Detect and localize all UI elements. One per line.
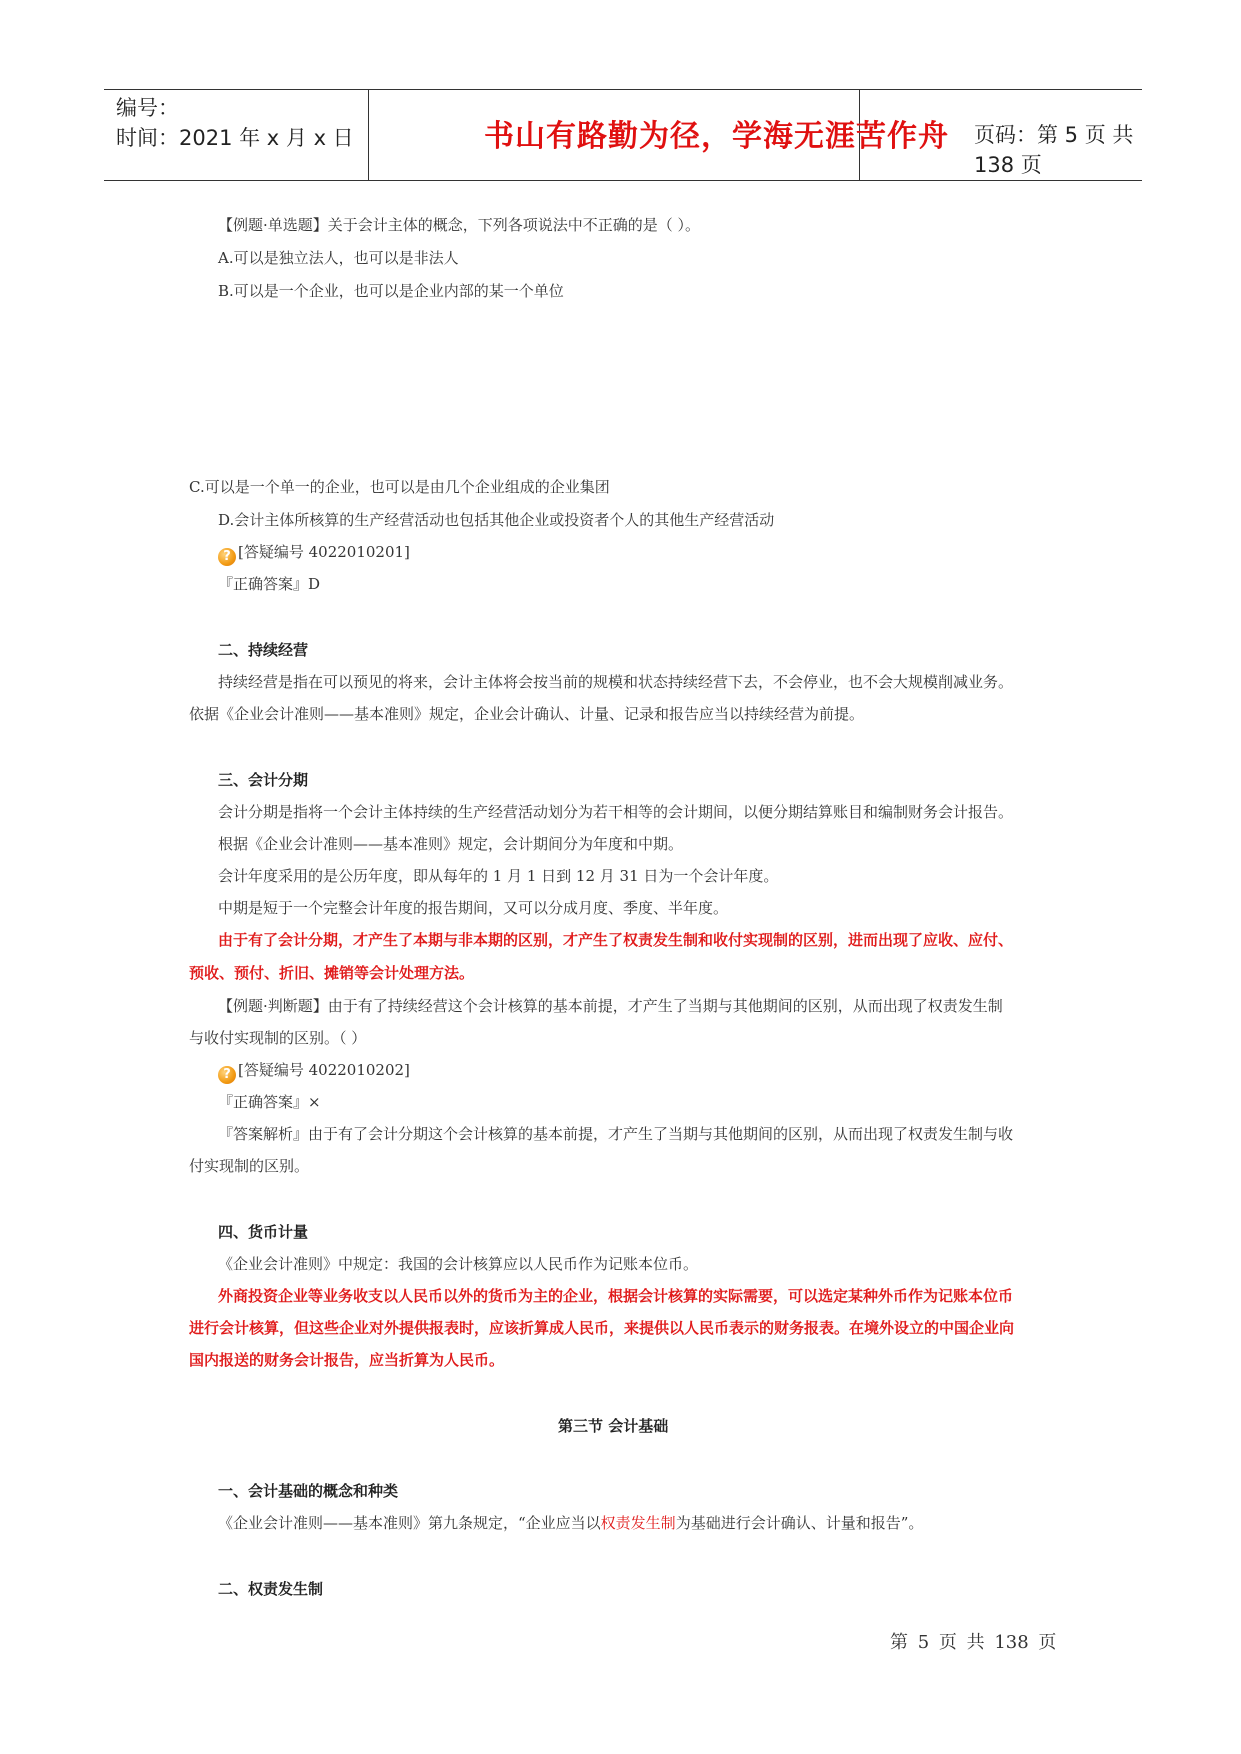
basis-1-para-1 xyxy=(218,1513,923,1533)
section-3-para-2: 根据《企业会计准则——基本准则》规定，会计期间分为年度和中期。 xyxy=(218,835,684,853)
section-2-para-1: 持续经营是指在可以预见的将来，会计主体将会按当前的规模和状态持续经营下去，不会停业，也不会大规模削减业务。 xyxy=(218,673,1014,691)
q1-option-a: A.可以是独立法人，也可以是非法人 xyxy=(218,249,459,267)
section-4-highlight-1: 外商投资企业等业务收支以人民币以外的货币为主的企业，根据会计核算的实际需要，可以选定某种外币作为记账本位币 xyxy=(218,1287,1014,1305)
serial-label: 编号： xyxy=(116,96,179,120)
header-page-code: 页码：第 5 页 共 138 页 xyxy=(974,123,1134,177)
section-3-highlight-1: 由于有了会计分期，才产生了本期与非本期的区别，才产生了权责发生制和收付实现制的区别，进而出现了应收、应付、 xyxy=(218,931,1014,949)
question-mark-icon[interactable]: ? xyxy=(218,548,236,566)
time-label: 时间：2021 年 x 月 x 日 xyxy=(116,126,354,150)
section-2-para-2: 依据《企业会计准则——基本准则》规定，企业会计确认、计量、记录和报告应当以持续经营为前提。 xyxy=(189,705,865,723)
section-2-title: 二、持续经营 xyxy=(218,641,309,659)
basis-1-title: 一、会计基础的概念和种类 xyxy=(218,1482,399,1500)
section-4-highlight-3: 国内报送的财务会计报告，应当折算为人民币。 xyxy=(189,1351,505,1369)
section-4-title: 四、货币计量 xyxy=(218,1223,309,1241)
q2-explanation-1: 『答案解析』由于有了会计分期这个会计核算的基本前提，才产生了当期与其他期间的区别，从而出现了权责发生制与收 xyxy=(218,1125,1014,1143)
section-3-title: 三、会计分期 xyxy=(218,771,309,789)
q1-stem: 【例题·单选题】关于会计主体的概念，下列各项说法中不正确的是（ ）。 xyxy=(218,216,701,234)
header-top-rule xyxy=(104,89,1142,90)
page-header xyxy=(104,89,1142,181)
chapter-section-3-title: 第三节 会计基础 xyxy=(558,1417,669,1435)
q1-reference-text: [答疑编号 4022010201] xyxy=(238,543,410,561)
q1-reference[interactable] xyxy=(218,542,410,566)
q1-answer: 『正确答案』D xyxy=(218,575,321,593)
q2-stem-1: 【例题·判断题】由于有了持续经营这个会计核算的基本前提，才产生了当期与其他期间的区别，从而出现了权责发生制 xyxy=(218,997,1003,1015)
basis-1-para-1-post: 为基础进行会计确认、计量和报告”。 xyxy=(675,1514,924,1532)
header-motto: 书山有路勤为径，学海无涯苦作舟 xyxy=(484,119,949,154)
q2-answer: 『正确答案』× xyxy=(218,1093,321,1111)
q1-option-b: B.可以是一个企业，也可以是企业内部的某一个单位 xyxy=(218,282,564,300)
q1-option-d: D.会计主体所核算的生产经营活动也包括其他企业或投资者个人的其他生产经营活动 xyxy=(218,511,775,529)
q1-option-c: C.可以是一个单一的企业，也可以是由几个企业组成的企业集团 xyxy=(189,478,610,496)
basis-2-title: 二、权责发生制 xyxy=(218,1580,324,1598)
section-3-para-4: 中期是短于一个完整会计年度的报告期间，又可以分成月度、季度、半年度。 xyxy=(218,899,729,917)
page-footer: 第 5 页 共 138 页 xyxy=(890,1632,1057,1653)
accrual-basis-highlight: 权责发生制 xyxy=(600,1514,676,1532)
header-divider-left xyxy=(368,89,369,181)
section-4-highlight-2: 进行会计核算，但这些企业对外提供报表时，应该折算成人民币，来提供以人民币表示的财务报表。在境外设立的中国企业向 xyxy=(189,1319,1015,1337)
header-info xyxy=(116,93,366,153)
basis-1-para-1-pre: 《企业会计准则——基本准则》第九条规定，“企业应当以 xyxy=(218,1514,601,1532)
section-3-highlight-2: 预收、预付、折旧、摊销等会计处理方法。 xyxy=(189,964,475,982)
section-4-para-1: 《企业会计准则》中规定：我国的会计核算应以人民币作为记账本位币。 xyxy=(218,1255,699,1273)
question-mark-icon[interactable]: ? xyxy=(218,1066,236,1084)
q2-explanation-2: 付实现制的区别。 xyxy=(189,1157,310,1175)
section-3-para-1: 会计分期是指将一个会计主体持续的生产经营活动划分为若干相等的会计期间，以便分期结算账目和编制财务会计报告。 xyxy=(218,803,1014,821)
section-3-para-3: 会计年度采用的是公历年度，即从每年的 1 月 1 日到 12 月 31 日为一个会计年度。 xyxy=(218,867,779,885)
q2-reference[interactable] xyxy=(218,1060,410,1084)
q2-reference-text: [答疑编号 4022010202] xyxy=(238,1061,410,1079)
header-bottom-rule xyxy=(104,180,1142,181)
q2-stem-2: 与收付实现制的区别。（ ） xyxy=(189,1029,367,1047)
